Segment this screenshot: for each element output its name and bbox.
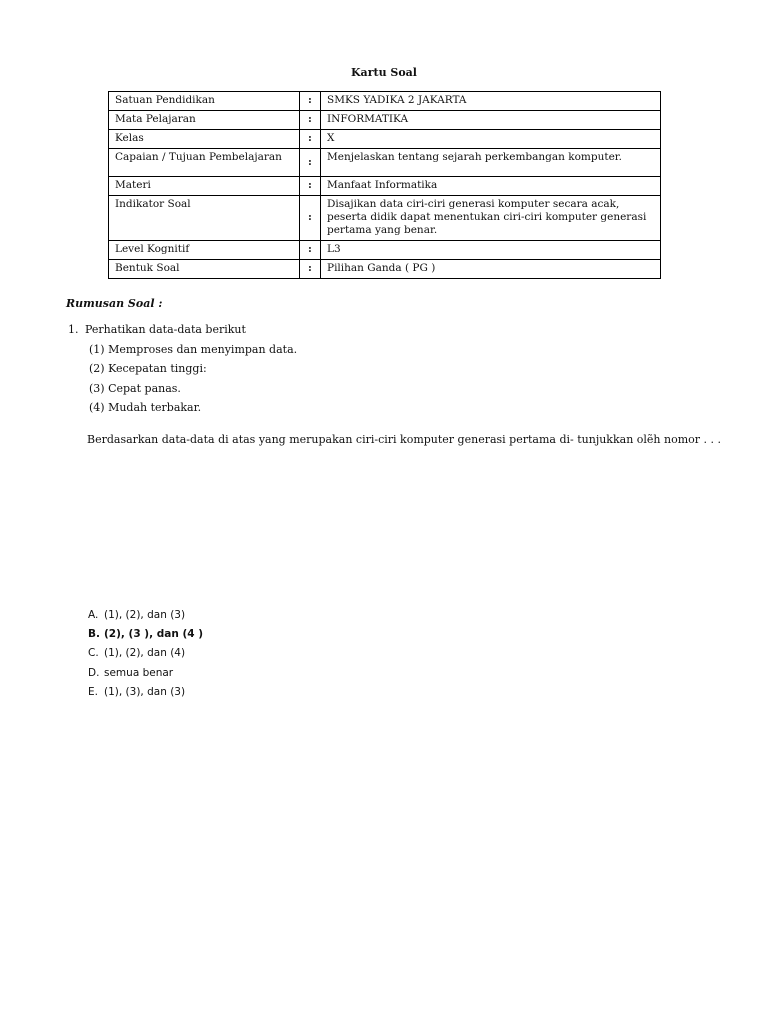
table-row [109, 92, 661, 111]
option-e [88, 686, 203, 705]
row-value: Menjelaskan tentang sejarah perkembangan komputer. [321, 149, 661, 177]
answer-options [88, 609, 203, 705]
row-colon: : [300, 196, 321, 241]
list-item: (4) Mudah terbakar. [89, 400, 202, 414]
table-row [109, 177, 661, 196]
table-row [109, 260, 661, 279]
row-colon: : [300, 92, 321, 111]
row-value: Disajikan data ciri-ciri generasi komputer secara acak, peserta didik dapat menentukan ciri-ciri komputer generasi pertama yang benar. [321, 196, 661, 241]
table-row [109, 196, 661, 241]
option-c [88, 647, 203, 666]
row-value: Pilihan Ganda ( PG ) [321, 260, 661, 279]
question-items [89, 343, 297, 420]
option-text: (1), (3), dan (3) [104, 685, 186, 698]
list-item: (3) Cepat panas. [89, 381, 181, 395]
list-item: (2) Kecepatan tinggi: [89, 362, 207, 376]
row-colon: : [300, 177, 321, 196]
row-label: Capaian / Tujuan Pembelajaran [109, 149, 300, 177]
option-text: semua benar [104, 666, 174, 679]
option-text: (1), (2), dan (3) [104, 609, 186, 621]
row-label: Bentuk Soal [109, 260, 300, 279]
question-intro [68, 323, 246, 336]
row-colon: : [300, 260, 321, 279]
row-value: INFORMATIKA [321, 111, 661, 130]
row-label: Satuan Pendidikan [109, 92, 300, 111]
question-intro-text: Perhatikan data-data berikut [85, 323, 246, 336]
option-b [88, 628, 203, 647]
list-item: (1) Memproses dan menyimpan data. [89, 343, 298, 356]
question-number: 1. [68, 323, 79, 336]
rumusan-heading: Rumusan Soal : [66, 297, 163, 310]
row-colon: : [300, 130, 321, 149]
row-label: Materi [109, 177, 300, 196]
row-colon: : [300, 149, 321, 177]
option-d [88, 667, 203, 686]
row-value: SMKS YADIKA 2 JAKARTA [321, 92, 661, 111]
table-row [109, 149, 661, 177]
row-colon: : [300, 111, 321, 130]
option-letter: B. [88, 628, 100, 641]
table-row [109, 130, 661, 149]
row-value: L3 [321, 241, 661, 260]
row-label: Mata Pelajaran [109, 111, 300, 130]
row-value: X [321, 130, 661, 149]
option-letter: A. [88, 609, 99, 621]
page-title: Kartu Soal [351, 66, 417, 79]
table-row [109, 241, 661, 260]
row-label: Indikator Soal [109, 196, 300, 241]
option-letter: E. [88, 685, 98, 698]
row-label: Kelas [109, 130, 300, 149]
question-stem: Berdasarkan data-data di atas yang merupakan ciri-ciri komputer generasi pertama di- tunjukkan olẽh nomor . . . [87, 433, 722, 446]
row-label: Level Kognitif [109, 241, 300, 260]
option-text: (1), (2), dan (4) [104, 647, 186, 660]
option-letter: C. [88, 647, 99, 660]
info-table [108, 91, 661, 279]
option-letter: D. [88, 666, 100, 679]
option-a [88, 609, 203, 628]
row-value: Manfaat Informatika [321, 177, 661, 196]
row-colon: : [300, 241, 321, 260]
option-text: (2), (3 ), dan (4 ) [104, 628, 204, 641]
table-row [109, 111, 661, 130]
